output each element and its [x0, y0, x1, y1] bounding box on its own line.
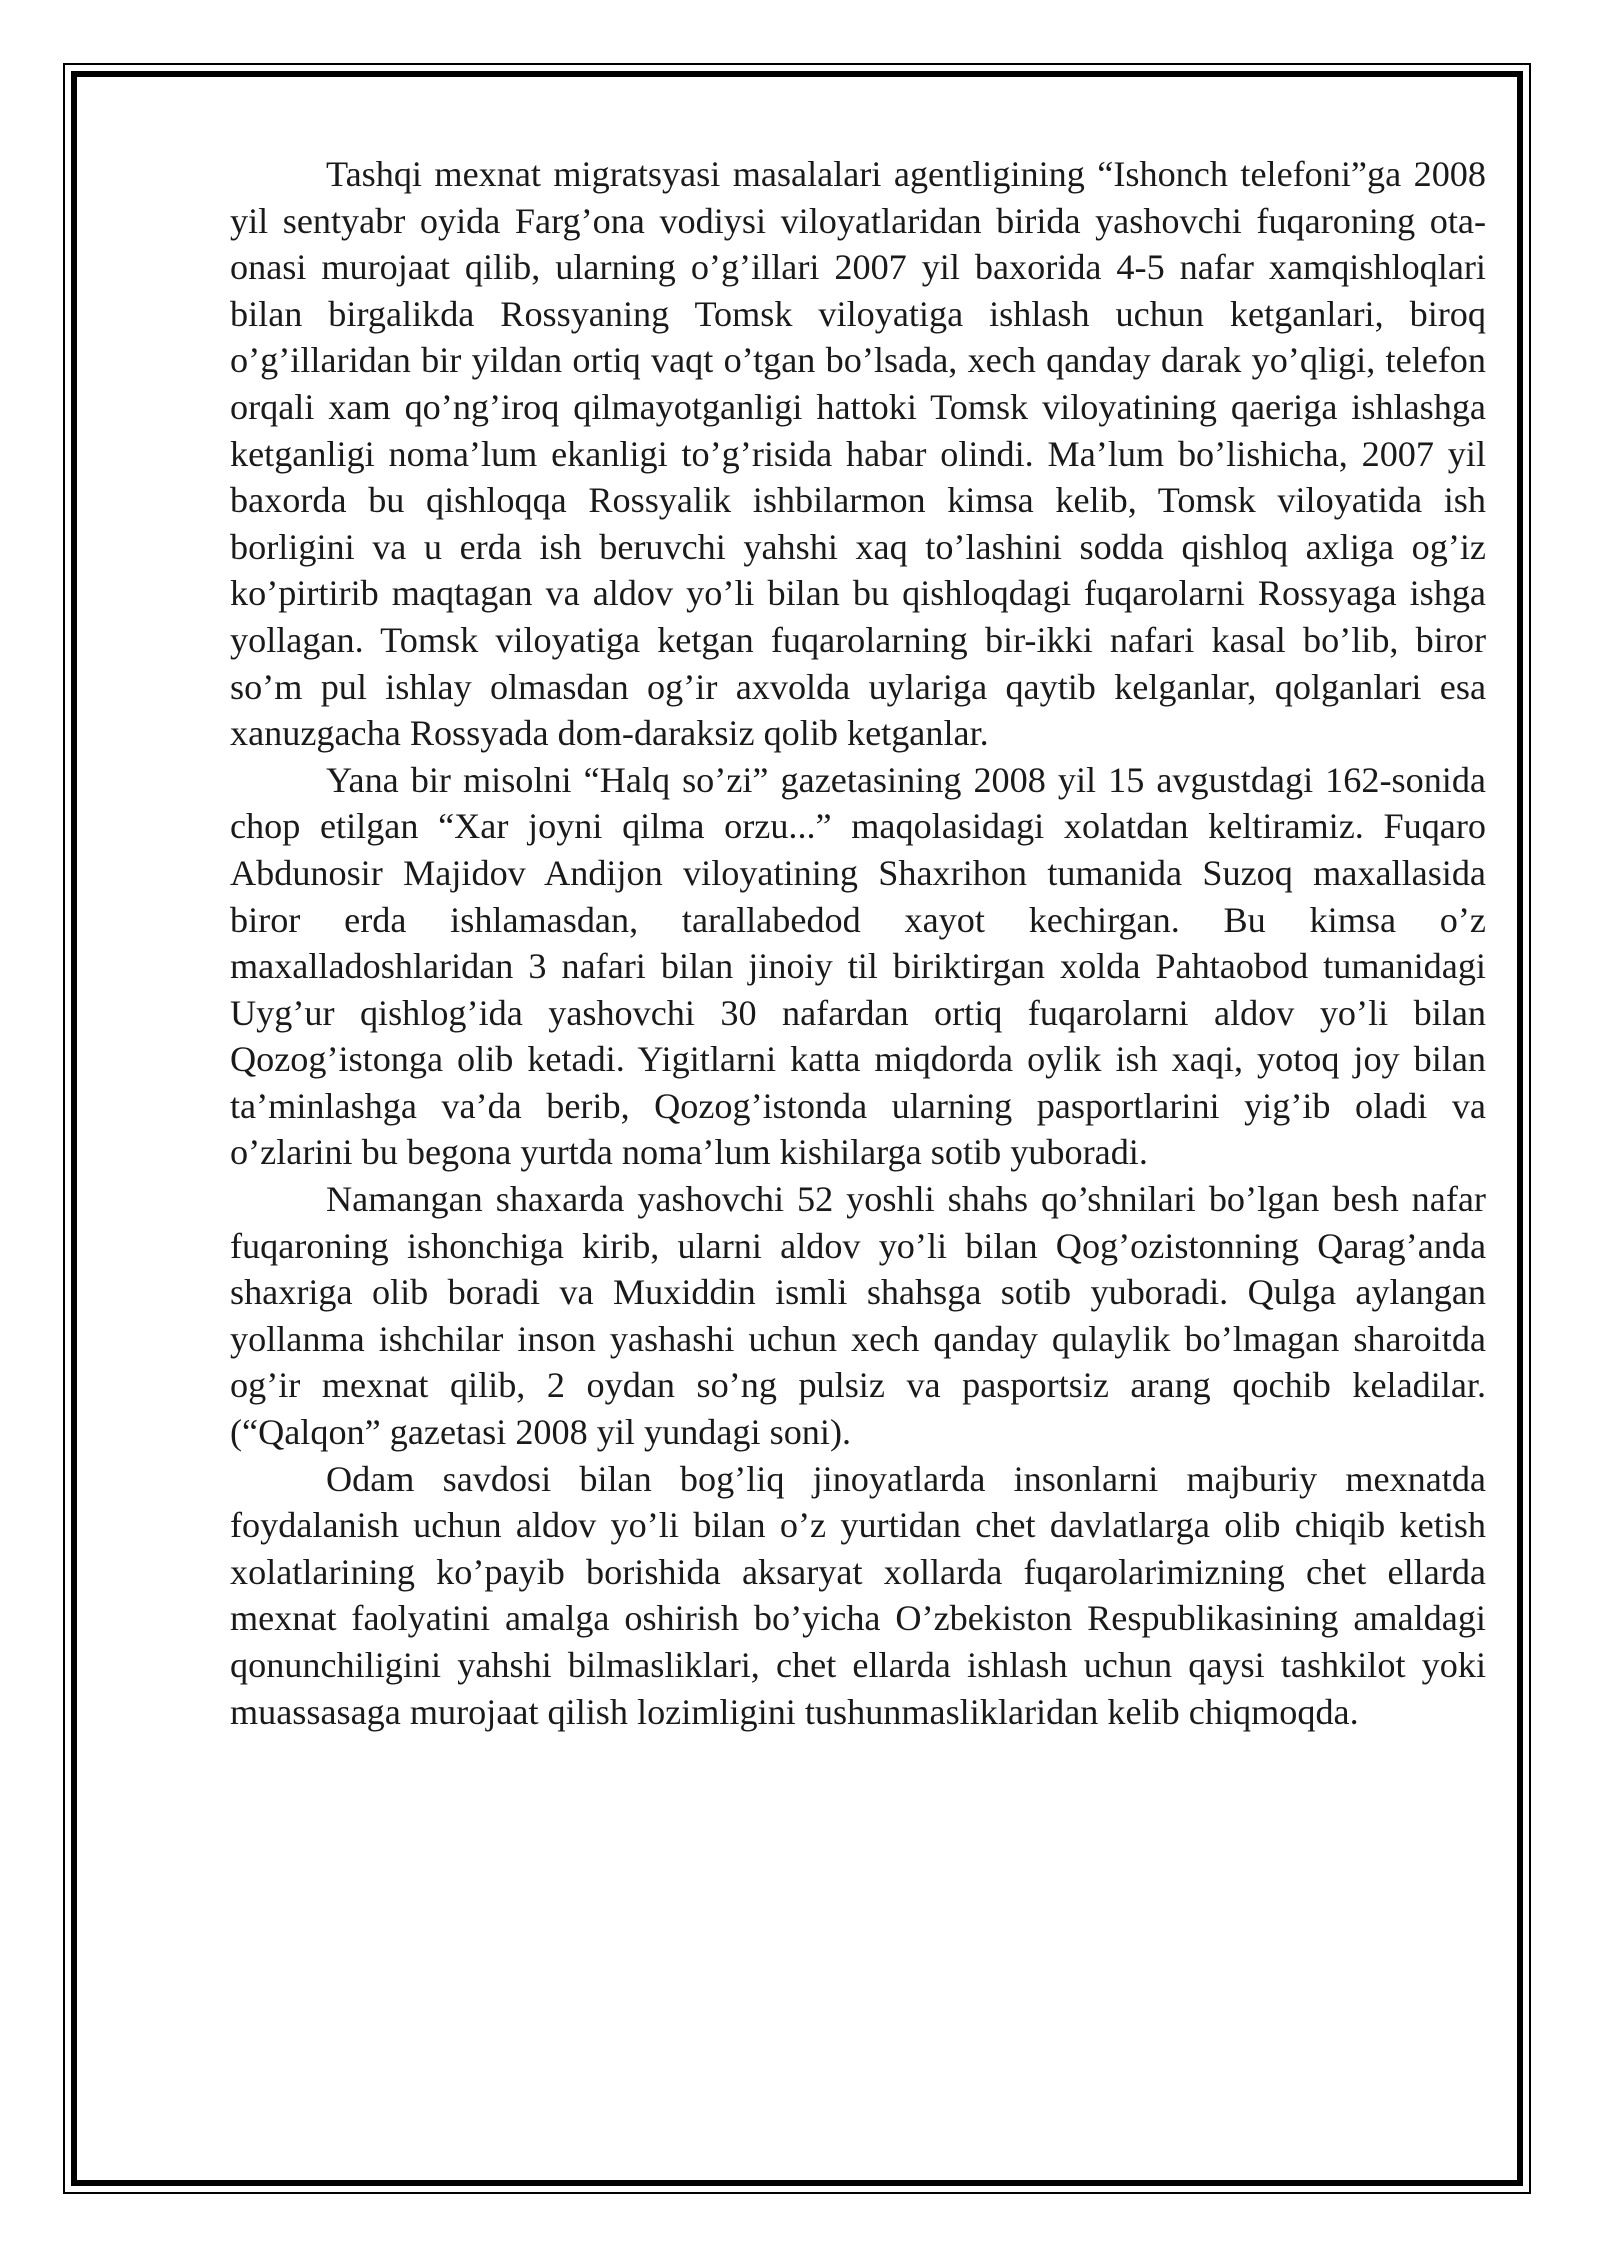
- paragraph-1: Tashqi mexnat migratsyasi masalalari agentligining “Ishonch telefoni”ga 2008 yil sentyabr oyida Farg’ona vodiysi viloyatlaridan birida yashovchi fuqaroning ota-onasi murojaat qilib, ularning o’g’illari 2007 yil baxorida 4-5 nafar xamqishloqlari bilan birgalikda Rossyaning Tomsk viloyatiga ishlash uchun ketganlari, biroq o’g’illaridan bir yildan ortiq vaqt o’tgan bo’lsada, xech qanday darak yo’qligi, telefon orqali xam qo’ng’iroq qilmayotganligi hattoki Tomsk viloyatining qaeriga ishlashga ketganligi noma’lum ekanligi to’g’risida habar olindi. Ma’lum bo’lishicha, 2007 yil baxorda bu qishloqqa Rossyalik ishbilarmon kimsa kelib, Tomsk viloyatida ish borligini va u erda ish beruvchi yahshi xaq to’lashini sodda qishloq axliga og’iz ko’pirtirib maqtagan va aldov yo’li bilan bu qishloqdagi fuqarolarni Rossyaga ishga yollagan. Tomsk viloyatiga ketgan fuqarolarning bir-ikki nafari kasal bo’lib, biror so’m pul ishlay olmasdan og’ir axvolda uylariga qaytib kelganlar, qolganlari esa xanuzgacha Rossyada dom-daraksiz qolib ketganlar.: [230, 154, 1486, 754]
- paragraph-4: Odam savdosi bilan bog’liq jinoyatlarda insonlarni majburiy mexnatda foydalanish uchun aldov yo’li bilan o’z yurtidan chet davlatlarga olib chiqib ketish xolatlarining ko’payib borishida aksaryat xollarda fuqarolarimizning chet ellarda mexnat faolyatini amalga oshirish bo’yicha O’zbekiston Respublikasining amaldagi qonunchiligini yahshi bilmasliklari, chet ellarda ishlash uchun qaysi tashkilot yoki muassasaga murojaat qilish lozimligini tushunmasliklaridan kelib chiqmoqda.: [230, 1458, 1486, 1732]
- paragraph-3: Namangan shaxarda yashovchi 52 yoshli shahs qo’shnilari bo’lgan besh nafar fuqaroning ishonchiga kirib, ularni aldov yo’li bilan Qog’ozistonning Qarag’anda shaxriga olib boradi va Muxiddin ismli shahsga sotib yuboradi. Qulga aylangan yollanma ishchilar inson yashashi uchun xech qanday qulaylik bo’lmagan sharoitda og’ir mexnat qilib, 2 oydan so’ng pulsiz va pasportsiz arang qochib keladilar. (“Qalqon” gazetasi 2008 yil yundagi soni).: [230, 1179, 1486, 1453]
- document-body: [230, 151, 1486, 1735]
- paragraph-2: Yana bir misolni “Halq so’zi” gazetasining 2008 yil 15 avgustdagi 162-sonida chop etilgan “Xar joyni qilma orzu...” maqolasidagi xolatdan keltiramiz. Fuqaro Abdunosir Majidov Andijon viloyatining Shaxrihon tumanida Suzoq maxallasida biror erda ishlamasdan, tarallabedod xayot kechirgan. Bu kimsa o’z maxalladoshlaridan 3 nafari bilan jinoiy til biriktirgan xolda Pahtaobod tumanidagi Uyg’ur qishlog’ida yashovchi 30 nafardan ortiq fuqarolarni aldov yo’li bilan Qozog’istonga olib ketadi. Yigitlarni katta miqdorda oylik ish xaqi, yotoq joy bilan ta’minlashga va’da berib, Qozog’istonda ularning pasportlarini yig’ib oladi va o’zlarini bu begona yurtda noma’lum kishilarga sotib yuboradi.: [230, 759, 1486, 1173]
